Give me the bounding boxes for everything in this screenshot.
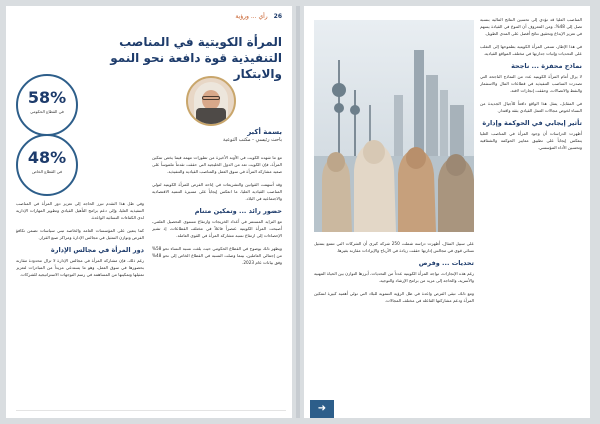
section-heading: تأثير إيجابي في الحوكمة وإدارة	[482, 119, 582, 127]
paragraph: المناصب العليا قد تؤدي إلى تحسين النتائج المالية بنسبة تصل إلى 48%، ومن المعروف أن التنوع في القيادة يسهم في تعزيز الإبداع وتحقيق نتائج أفضل على المدى الطويل.	[480, 17, 582, 36]
article-photo	[314, 20, 474, 232]
paragraph: ويظهر ذلك بوضوح في القطاع الحكومي حيث بلغت نسبة النساء نحو 58% من إجمالي العاملين، بينما وصلت النسبة في القطاع الخاص إلى نحو 48% وفق بيانات عام 2023.	[152, 246, 282, 265]
section-name: رأي ... ورؤية	[235, 13, 268, 20]
page-header	[235, 13, 282, 20]
paragraph: في المقابل، يمثل هذا الواقع دافعاً للأجيال الجديدة من النساء لخوض مجالات العمل القيادي بثقة واقتدار.	[480, 101, 582, 113]
paragraph: مع التزايد المستمر في أعداد الخريجات وارتفاع مستوى التحصيل العلمي، أصبحت المرأة الكويتية عنصراً فاعلاً في مختلف القطاعات، إذ تشير الإحصاءات إلى ارتفاع نسبة مشاركة المرأة في القوى العاملة.	[152, 219, 282, 238]
section-heading: نماذج محفزة ... ناجحة	[511, 62, 582, 70]
paragraph: مع ما شهده الكويت في الآونة الأخيرة من تطورات مهمة فيما يخص تمكين المرأة، فإن الكويت تعد من الدول الخليجية التي حققت تقدماً ملموساً على صعيد مشاركة المرأة في سوق العمل والمناصب القيادية والتنفيذية.	[152, 155, 282, 174]
right-page-column-right	[480, 16, 582, 404]
paragraph: رغم هذه الإنجازات، تواجه المرأة الكويتية عدداً من التحديات، أبرزها التوازن بين الحياة المهنية والأسرية، والحاجة إلى مزيد من برامج الإرشاد والتوجيه.	[314, 271, 474, 283]
paragraph: ومع ذلك، تبقى الفرص واعدة في ظل الرؤية التنموية للبلاد التي تولي أهمية كبيرة لتمكين المرأة ودعم مشاركتها الفاعلة في مختلف المجالات.	[314, 291, 474, 303]
right-page	[304, 6, 590, 418]
section-heading: تحديات ... وفرص	[418, 259, 474, 267]
footer-rule	[16, 410, 286, 411]
stat-private	[16, 134, 78, 196]
author-role: باحث رئيسي - مكتب التوعية	[222, 137, 282, 143]
book-gutter	[296, 6, 300, 418]
stat-value: 58%	[27, 88, 67, 107]
stat-government	[16, 74, 78, 136]
left-page	[6, 6, 292, 418]
paragraph: كما يتعين على المؤسسات العامة والخاصة تبني سياسات تضمن تكافؤ الفرص وتوازن التمثيل في مجالس الإدارة ومراكز صنع القرار.	[16, 228, 144, 240]
paragraph: على سبيل المثال، أظهرت دراسة شملت 250 شركة كبرى أن الشركات التي تتمتع بتمثيل نسائي قوي في مجالس إدارتها حققت زيادة في الأرباح والإيرادات مقارنة بغيرها.	[314, 241, 474, 253]
section-heading: دور المرأة في مجالس الإدارة	[50, 246, 144, 254]
article-title: المرأة الكويتية في المناصب التنفيذية قوة دافعة نحو النمو والابتكار	[110, 35, 282, 81]
section-heading: حضور رائد ... وتمكين متنام	[194, 207, 282, 215]
stat-value: 48%	[27, 148, 67, 167]
paragraph: لا يزال أمام المرأة الكويتية عدد من النماذج الناجحة التي تصدرت المناصب التنفيذية في قطاعات المال والاستثمار والنفط والاتصالات، وحققت إنجازات لافتة.	[480, 74, 582, 93]
right-page-column-left	[314, 240, 474, 390]
author-name: بسمة أكبر	[247, 128, 282, 136]
paragraph: وفي ظل هذا التقدم تبرز الحاجة إلى تعزيز دور المرأة في المناصب التنفيذية العليا، وإلى دعم برامج التأهيل القيادي وتطوير المهارات الإدارية لدى الكفاءات النسائية الواعدة.	[16, 201, 144, 220]
stat-label: في القطاع الحكومي	[30, 109, 64, 114]
stat-label: في القطاع الخاص	[32, 169, 62, 174]
paragraph: أظهرت الدراسات أن وجود المرأة في المناصب العليا ينعكس إيجاباً على تطبيق معايير الحوكمة والشفافية وتحسين الأداء المؤسسي.	[480, 131, 582, 150]
paragraph: في هذا الإطار، تسعى المرأة الكويتية بطموحها إلى التغلب على التحديات وإثبات جدارتها في مختلف المواقع القيادية.	[480, 44, 582, 56]
left-page-column-right	[152, 154, 282, 404]
next-page-arrow[interactable]: ➜	[310, 400, 334, 418]
page-number: 26	[273, 13, 282, 20]
author-avatar	[186, 76, 236, 126]
paragraph: وقد أسهمت القوانين والتشريعات في إتاحة الفرص للمرأة الكويتية لتولي المناصب القيادية العليا، ما انعكس إيجاباً على مسيرة التنمية الاقتصادية والاجتماعية في البلاد.	[152, 182, 282, 201]
author-block	[223, 128, 282, 143]
paragraph: رغم ذلك، فإن مشاركة المرأة في مجالس الإدارة لا تزال محدودة مقارنة بحضورها في سوق العمل، وهو ما يستدعي مزيداً من المبادرات لتعزيز تمثيلها وتمكينها من المساهمة في رسم التوجهات الاستراتيجية للشركات.	[16, 258, 144, 277]
left-page-column-left	[16, 200, 144, 404]
